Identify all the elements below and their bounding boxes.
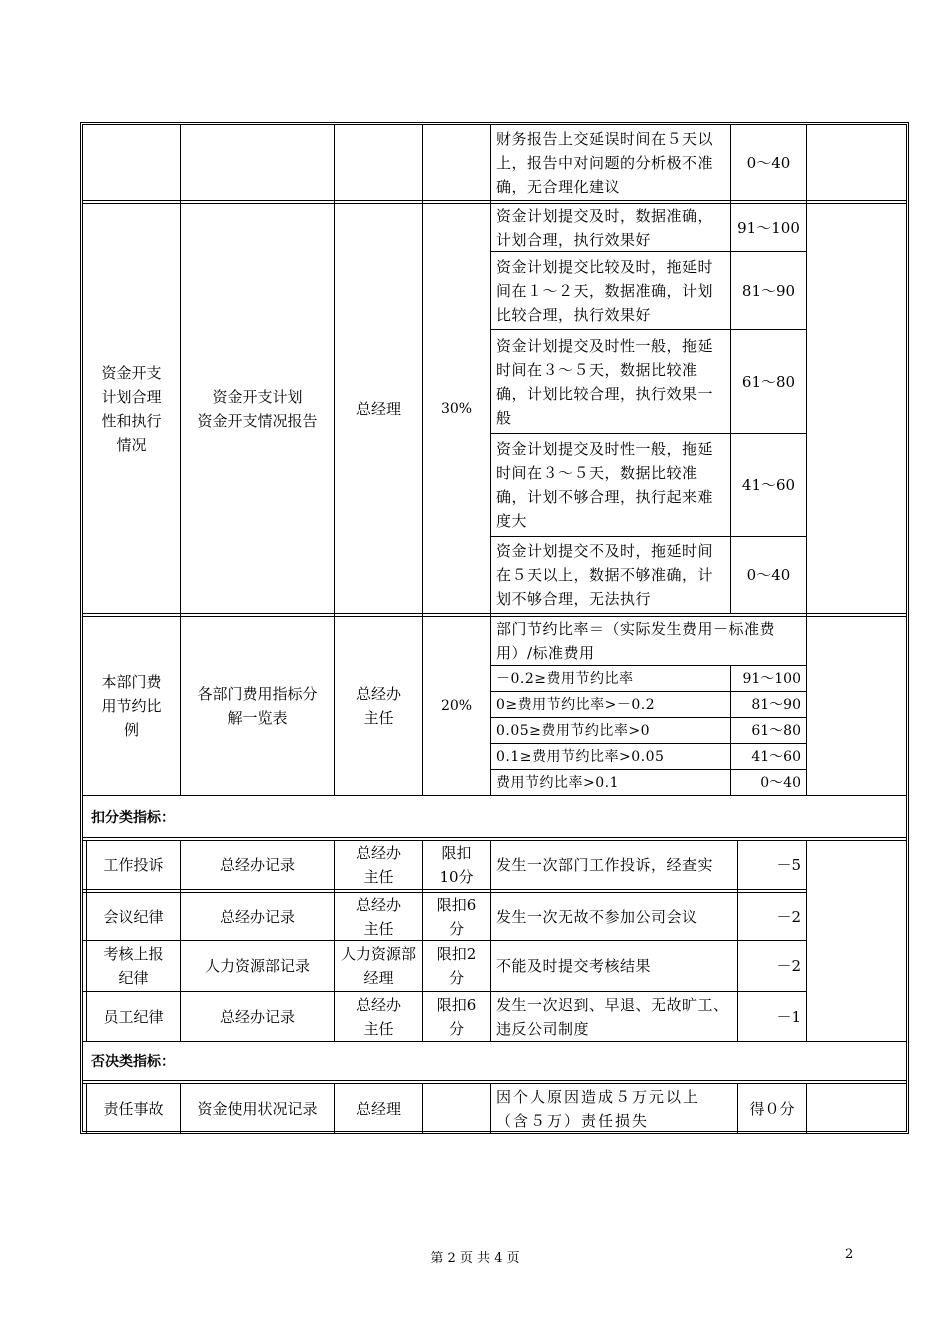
criteria-cell: 因个人原因造成５万元以上（含５万）责任损失 — [496, 1087, 701, 1130]
source-line-1: 资金开支计划 — [212, 387, 303, 406]
evaluator: 总经办主任 — [355, 844, 401, 886]
score-cell: 81～90 — [741, 281, 796, 300]
data-source: 总经办记录 — [219, 856, 295, 874]
score-cell: 41～60 — [751, 748, 801, 765]
evaluator: 总经理 — [355, 1099, 401, 1118]
criteria-cell: 发生一次迟到、早退、无故旷工、违反公司制度 — [496, 995, 729, 1038]
score-cell: 0～40 — [746, 153, 791, 172]
criteria-cell: 资金计划提交及时性一般，拖延时间在３～５天，数据比较准确，计划不够合理，执行起来难度大 — [496, 440, 714, 530]
criteria-cell: 资金计划提交及时，数据准确，计划合理，执行效果好 — [496, 206, 714, 249]
evaluator: 总经办主任 — [355, 685, 401, 727]
data-source: 各部门费用指标分解一览表 — [197, 685, 318, 727]
evaluator: 总经办主任 — [355, 895, 401, 938]
evaluator: 总经办主任 — [355, 995, 401, 1038]
evaluator: 总经理 — [355, 399, 401, 418]
deduction-points: －5 — [776, 856, 801, 874]
criteria-cell: 0.05≥费用节约比率>0 — [496, 722, 651, 739]
source-line-2: 资金开支情况报告 — [197, 411, 318, 430]
deduction-limit: 限扣10分 — [439, 844, 474, 886]
criteria-cell: 资金计划提交不及时，拖延时间在５天以上，数据不够准确，计划不够合理，无法执行 — [496, 542, 714, 608]
criteria-cell: 资金计划提交及时性一般，拖延时间在３～５天，数据比较准确，计划比较合理，执行效果一般 — [496, 336, 714, 427]
score-cell: 61～80 — [751, 722, 801, 739]
score-cell: 81～90 — [751, 696, 801, 713]
deduction-limit: 限扣6分 — [436, 895, 477, 938]
criteria-cell: 发生一次无故不参加公司会议 — [496, 907, 698, 926]
data-source: 资金使用状况记录 — [197, 1099, 318, 1118]
weight: 30% — [440, 400, 473, 417]
page-indicator: 第 2 页 共 4 页 — [430, 1251, 520, 1266]
indicator-name: 资金开支计划合理性和执行情况 — [101, 363, 162, 454]
deduction-heading: 扣分类指标： — [91, 809, 175, 826]
evaluator: 人力资源部经理 — [340, 945, 416, 987]
page-number: 2 — [845, 1247, 854, 1262]
indicator-name: 考核上报纪律 — [103, 945, 164, 987]
criteria-cell: 发生一次部门工作投诉，经查实 — [496, 856, 714, 874]
kpi-table — [80, 122, 909, 1134]
criteria-cell: 资金计划提交比较及时，拖延时间在１～２天，数据准确，计划比较合理，执行效果好 — [496, 257, 714, 324]
deduction-points: －2 — [776, 957, 801, 975]
data-source: 人力资源部记录 — [204, 957, 310, 975]
score-cell: 0～40 — [760, 774, 801, 791]
score-cell: 61～80 — [741, 372, 796, 391]
indicator-name: 会议纪律 — [103, 907, 164, 926]
deduction-limit — [423, 1084, 490, 1133]
veto-result: 得０分 — [749, 1099, 795, 1118]
deduction-points: －1 — [776, 1007, 801, 1026]
indicator-name: 工作投诉 — [103, 856, 164, 874]
deduction-points: －2 — [776, 907, 801, 926]
indicator-name: 本部门费用节约比例 — [101, 673, 162, 739]
indicator-name: 员工纪律 — [103, 1007, 164, 1026]
score-cell: 91～100 — [742, 670, 801, 687]
data-source — [181, 204, 334, 613]
deduction-limit: 限扣6分 — [436, 995, 477, 1038]
formula-cell: 部门节约比率＝（实际发生费用－标准费用）/标准费用 — [496, 620, 776, 662]
data-source: 总经办记录 — [219, 1007, 295, 1026]
data-source: 总经办记录 — [219, 907, 295, 926]
weight: 20% — [440, 698, 473, 714]
criteria-cell: 0≥费用节约比率>－0.2 — [496, 696, 656, 713]
score-cell: 0～40 — [746, 566, 791, 584]
criteria-cell: 0.1≥费用节约比率>0.05 — [496, 748, 665, 765]
criteria-cell: 财务报告上交延误时间在５天以上，报告中对问题的分析极不准确，无合理化建议 — [496, 129, 714, 196]
score-cell: 41～60 — [741, 476, 796, 494]
criteria-cell: －0.2≥费用节约比率 — [496, 670, 634, 687]
score-cell: 91～100 — [737, 218, 800, 237]
criteria-cell: 费用节约比率>0.1 — [496, 774, 619, 791]
indicator-name: 责任事故 — [103, 1099, 164, 1118]
veto-heading: 否决类指标： — [91, 1054, 175, 1070]
criteria-cell: 不能及时提交考核结果 — [496, 957, 652, 975]
deduction-limit: 限扣2分 — [436, 945, 477, 987]
